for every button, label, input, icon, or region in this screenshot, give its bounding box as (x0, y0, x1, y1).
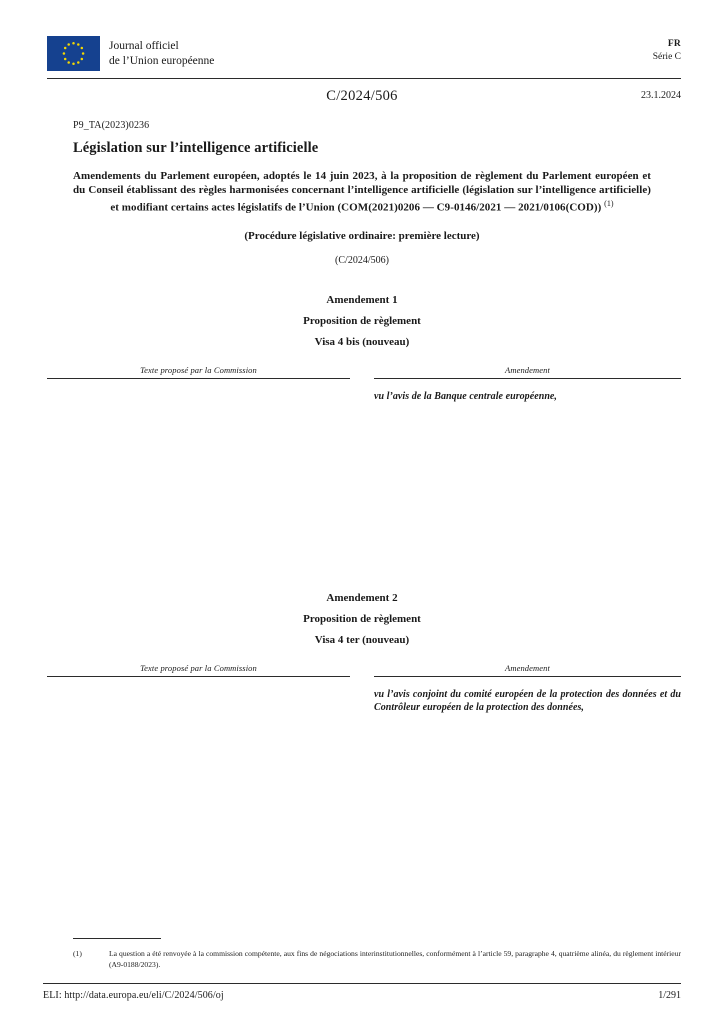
amendment-heading-1 (0, 290, 724, 353)
procedure-line: (Procédure législative ordinaire: première lecture) (244, 230, 480, 242)
document-number: C/2024/506 (326, 88, 398, 104)
amendment-text-caption-1: Amendement (505, 365, 550, 375)
amendment-target-1: Visa 4 bis (nouveau) (314, 336, 410, 348)
amendment-text-body-1: vu l’avis de la Banque centrale européenne, (374, 391, 557, 402)
amendment-target-2: Visa 4 ter (nouveau) (314, 634, 410, 646)
footer-divider (43, 983, 681, 984)
journal-title-line2: de l’Union européenne (109, 54, 215, 67)
amendment-column-rule-2 (374, 676, 681, 677)
amendment-proposal-1: Proposition de règlement (303, 315, 421, 327)
amendment-text-column-1 (374, 365, 681, 403)
lead-paragraph (73, 170, 651, 215)
footnote-divider (73, 938, 161, 939)
masthead-branding (47, 36, 214, 71)
language-code: FR (667, 39, 681, 49)
commission-text-column-2 (47, 663, 350, 688)
amendment-column-rule-1 (374, 378, 681, 379)
amendment-number-1: Amendement 1 (326, 294, 398, 306)
commission-text-caption-2: Texte proposé par la Commission (140, 663, 257, 673)
footnote-marker: (1) (73, 949, 82, 958)
footnote-text: La question a été renvoyée à la commission compétente, aux fins de négociations interinstitutionnelles, conformément à l’article 59, paragraphe 4, quatrième alinéa, du règlement intérieur (A9-0188/2023). (109, 949, 681, 969)
amendment-text-caption-2: Amendement (505, 663, 550, 673)
amendment-heading-2 (0, 588, 724, 651)
amendment-text-body-2: vu l’avis conjoint du comité européen de la protection des données et du Contrôleur européen de la protection des données, (374, 689, 681, 714)
masthead (47, 36, 681, 76)
masthead-divider (47, 78, 681, 79)
commission-column-rule-2 (47, 676, 350, 677)
journal-title-line1: Journal officiel (109, 40, 179, 52)
series-label: Série C (652, 51, 681, 62)
journal-title (109, 39, 214, 68)
procedure-reference: (C/2024/506) (335, 255, 389, 266)
amendment-number-2: Amendement 2 (326, 592, 398, 604)
lead-paragraph-text: Amendements du Parlement européen, adoptés le 14 juin 2023, à la proposition de règlement du Parlement européen et du Conseil établissant des règles harmonisées concernant l’intelligence artificielle (législation sur l’intelligence artificielle) et modifiant certains actes législatifs de l’Union (COM(2021)0206 — C9-0146/2021 — 2021/0106(COD)) (73, 170, 651, 214)
lead-footnote-marker: (1) (604, 199, 614, 209)
amendment-block-1 (0, 290, 724, 402)
page-number: 1/291 (658, 990, 681, 1001)
amendment-block-2 (0, 588, 724, 714)
document-date: 23.1.2024 (641, 90, 681, 101)
eu-flag-icon (47, 36, 100, 71)
ta-reference: P9_TA(2023)0236 (73, 120, 150, 131)
amendment-text-column-2 (374, 663, 681, 714)
amendment-proposal-2: Proposition de règlement (303, 613, 421, 625)
eli-link[interactable]: ELI: http://data.europa.eu/eli/C/2024/506/oj (43, 990, 224, 1001)
page-title: Législation sur l’intelligence artificielle (73, 140, 319, 156)
commission-column-rule-1 (47, 378, 350, 379)
masthead-language-series (653, 38, 681, 63)
commission-text-column-1 (47, 365, 350, 390)
commission-text-caption-1: Texte proposé par la Commission (140, 365, 257, 375)
footnote (73, 948, 681, 970)
